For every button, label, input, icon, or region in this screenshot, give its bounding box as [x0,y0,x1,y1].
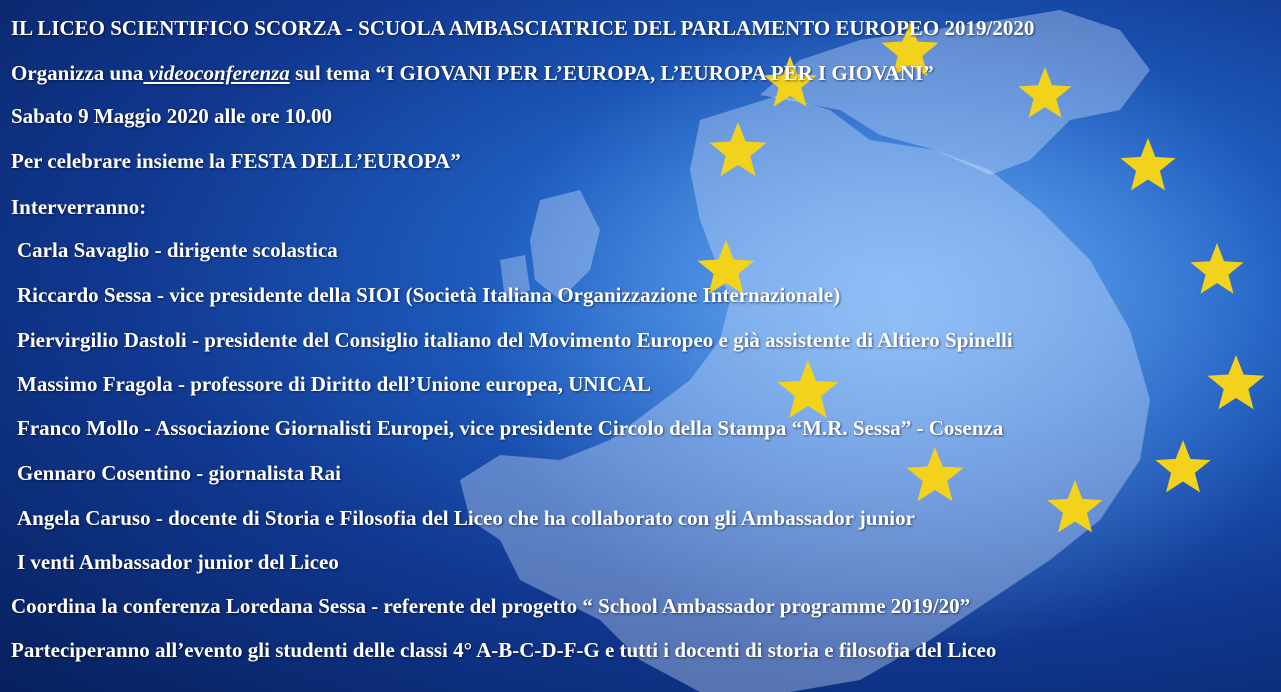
topic-prefix: Organizza una [11,61,144,85]
speaker-item: Franco Mollo - Associazione Giornalisti Europei, vice presidente Circolo della Stampa “M.R. Sessa” - Cosenza [17,416,1004,440]
coordinator-line: Coordina la conferenza Loredana Sessa - referente del progetto “ School Ambassador programme 2019/20” [11,594,971,618]
speakers-heading: Interverranno: [11,195,147,219]
speaker-item: Angela Caruso - docente di Storia e Filosofia del Liceo che ha collaborato con gli Ambassador junior [17,506,915,530]
poster-title: IL LICEO SCIENTIFICO SCORZA - SCUOLA AMBASCIATRICE DEL PARLAMENTO EUROPEO 2019/2020 [11,16,1035,40]
topic-line [11,61,934,85]
speaker-item: Piervirgilio Dastoli - presidente del Consiglio italiano del Movimento Europeo e già assistente di Altiero Spinelli [17,328,1013,352]
speaker-item: Riccardo Sessa - vice presidente della SIOI (Società Italiana Organizzazione Internazionale) [17,283,841,307]
videoconference-word: videoconferenza [143,61,290,85]
celebration-line: Per celebrare insieme la FESTA DELL’EUROPA” [11,149,461,173]
speaker-item: Gennaro Cosentino - giornalista Rai [17,461,341,485]
participants-line: Parteciperanno all’evento gli studenti delle classi 4° A-B-C-D-F-G e tutti i docenti di storia e filosofia del Liceo [11,638,997,662]
speaker-item: Massimo Fragola - professore di Diritto dell’Unione europea, UNICAL [17,372,652,396]
speaker-item: I venti Ambassador junior del Liceo [17,550,339,574]
date-line: Sabato 9 Maggio 2020 alle ore 10.00 [11,104,333,128]
speaker-item: Carla Savaglio - dirigente scolastica [17,238,338,262]
topic-title: sul tema “I GIOVANI PER L’EUROPA, L’EUROPA PER I GIOVANI” [289,61,934,85]
